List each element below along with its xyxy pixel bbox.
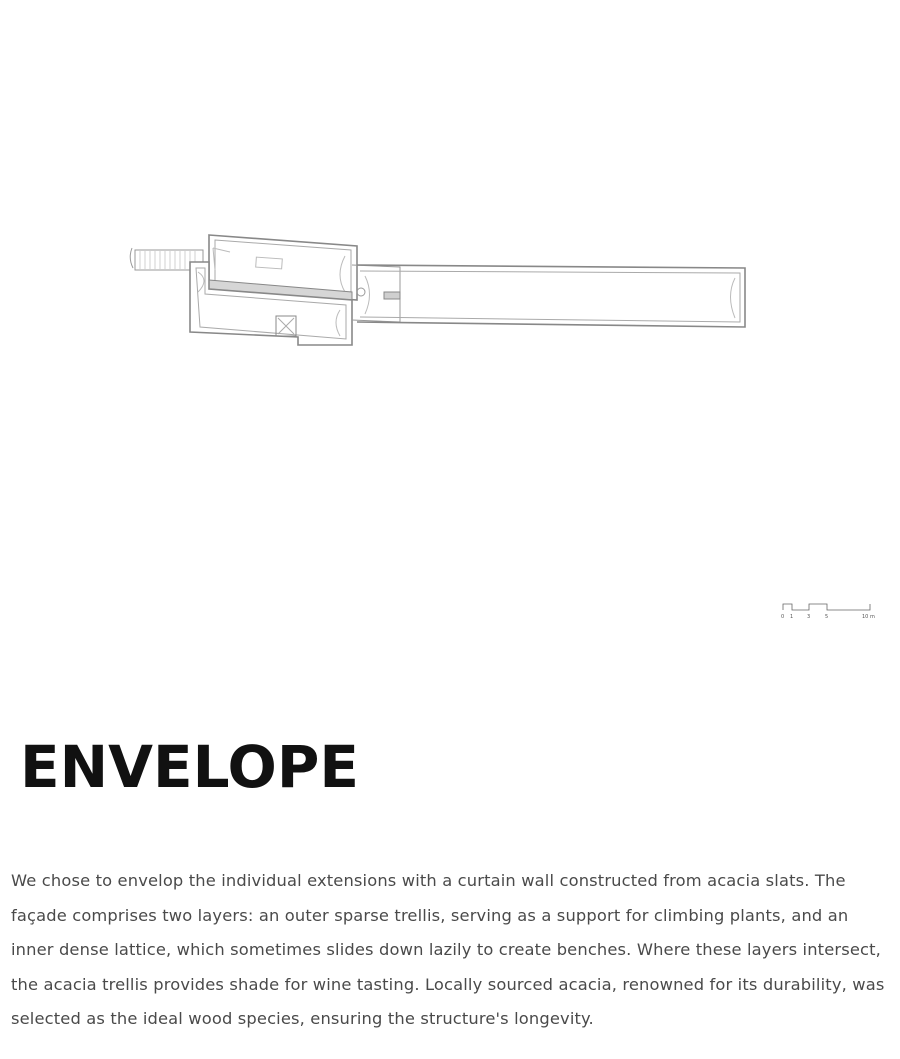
section-body: We chose to envelop the individual extensions with a curtain wall constructed from acacia slats. The façade comprises two layers: an outer sparse trellis, serving as a support for climbing plants, and an inner dense lattice, which sometimes slides down lazily to create benches. Where these layers intersect, the acacia trellis provides shade for wine tasting. Locally sourced acacia, renowned for its durability, was selected as the ideal wood species, ensuring the structure's longevity. (11, 871, 885, 1028)
scale-label-0: 0 (781, 614, 785, 620)
scale-label-3: 3 (807, 614, 811, 620)
scale-label-5: 5 (825, 614, 829, 620)
scale-bar (781, 604, 875, 620)
scale-label-1: 1 (790, 614, 794, 620)
connector (352, 265, 400, 322)
scale-label-10m: 10 m (862, 614, 875, 620)
section-title: ENVELOPE (20, 733, 359, 801)
long-gallery (357, 265, 745, 327)
